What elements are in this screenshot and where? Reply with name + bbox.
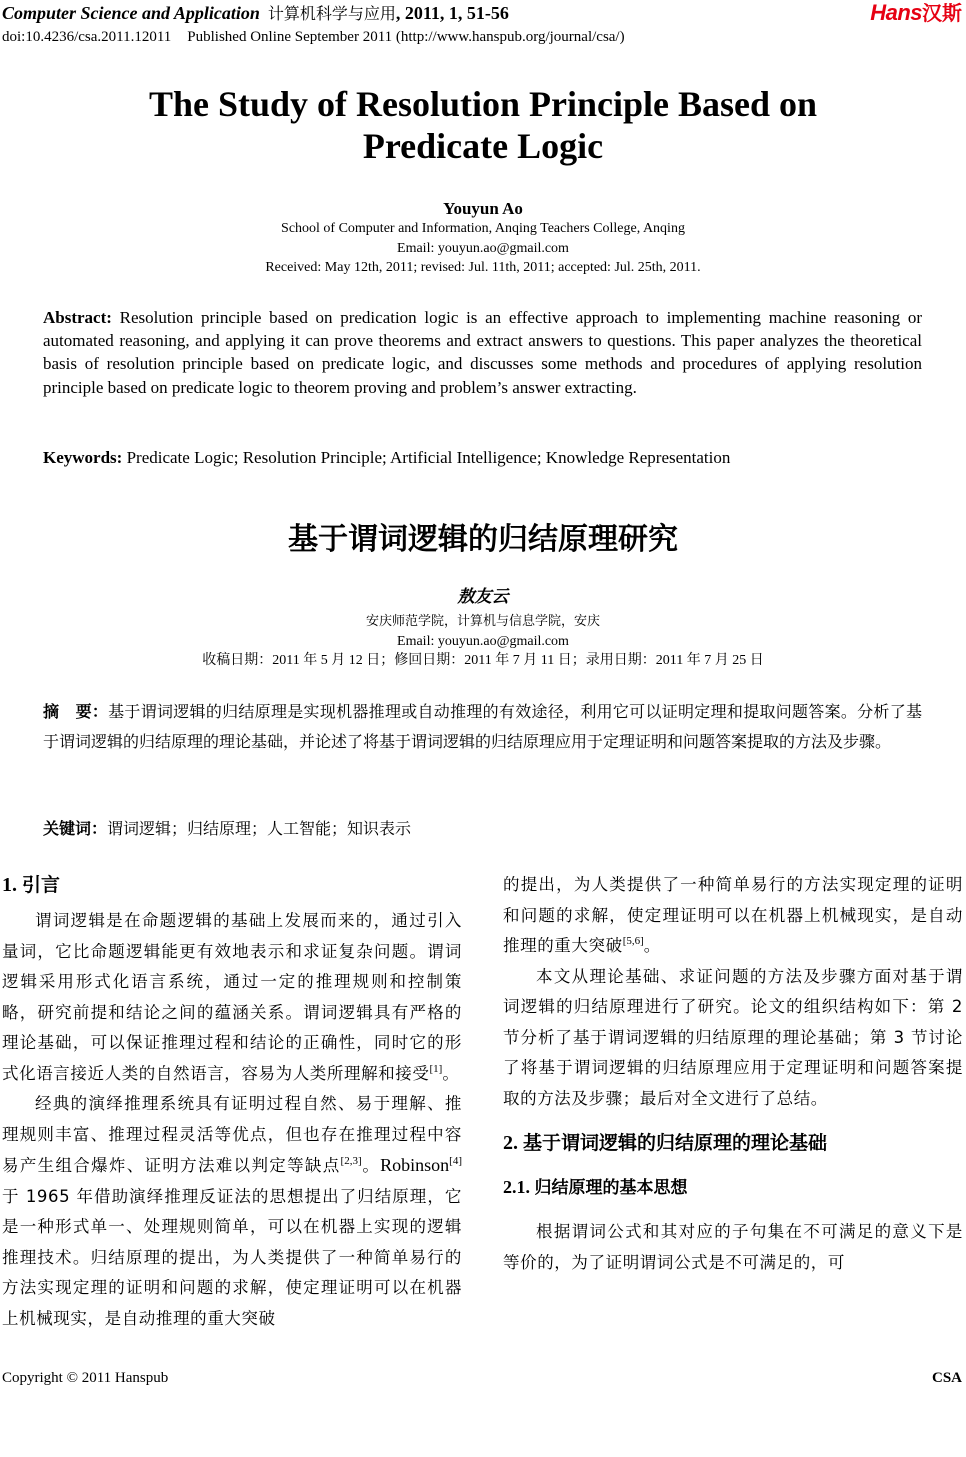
- abstract-text-cn: 基于谓词逻辑的归结原理是实现机器推理或自动推理的有效途径，利用它可以证明定理和提取问题答案。分析了基于谓词逻辑的归结原理的理论基础，并论述了将基于谓词逻辑的归结原理应用于定理证明和问题答案提取的方法及步骤。: [43, 702, 922, 751]
- abstract-text-en: Resolution principle based on predication logic is an effective approach to implementing machine reasoning or automated reasoning, and applying it can prove theorems and extract answers to questions. This paper analyzes the theoretical basis of resolution principle based on predicate logic, and discusses some methods and procedures of applying resolution principle based on predicate logic to theorem proving and problem’s answer extracting.: [43, 308, 922, 397]
- author-en: Youyun Ao: [443, 199, 523, 218]
- logo-text-cn: 汉斯: [922, 1, 962, 25]
- doi: doi:10.4236/csa.2011.12011: [2, 29, 172, 45]
- section-heading-2: [503, 1126, 963, 1160]
- abstract-label-cn: 摘 要：: [43, 702, 109, 721]
- journal-name-cn: 计算机科学与应用: [267, 4, 396, 23]
- published-online: Published Online September 2011 (http://www.hanspub.org/journal/csa/): [187, 29, 625, 45]
- paragraph-text: 谓词逻辑是在命题逻辑的基础上发展而来的，通过引入量词，它比命题逻辑能更有效地表示和求证复杂问题。谓词逻辑采用形式化语言系统，通过一定的推理规则和控制策略，研究前提和结论之间的蕴涵关系。谓词逻辑具有严格的理论基础，可以保证推理过程和结论的正确性，同时它的形式化语言接近人类的自然语言，容易为人类所理解和接受: [2, 911, 462, 1083]
- subsection-title: 归结原理的基本思想: [534, 1178, 688, 1198]
- paragraph-text: 于 1965 年借助演绎推理反证法的思想提出了归结原理，它是一种形式单一、处理规则简单，可以在机器上实现的逻辑推理技术。归结原理的提出，为人类提供了一种简单易行的方法实现定理的证明和问题的求解，使定理证明可以在机器上机械现实，是自动推理的重大突破: [2, 1186, 462, 1328]
- section-heading-1: [2, 868, 462, 902]
- abstract-label-en: Abstract:: [43, 308, 112, 327]
- paragraph-text: 。: [361, 1156, 381, 1175]
- dates-cn: 收稿日期：2011 年 5 月 12 日；修回日期：2011 年 7 月 11 日；录用日期：2011 年 7 月 25 日: [202, 653, 764, 668]
- keywords-text-en: Predicate Logic; Resolution Principle; Artificial Intelligence; Knowledge Representation: [122, 448, 731, 467]
- section-title: 引言: [22, 874, 61, 896]
- title-line-1: The Study of Resolution Principle Based on: [148, 84, 818, 124]
- title-line-2: Predicate Logic: [362, 126, 604, 166]
- paragraph-text: 。: [442, 1063, 460, 1083]
- footer-copyright: Copyright © 2011 Hanspub: [2, 1370, 169, 1386]
- paragraph-2: [2, 1089, 462, 1457]
- keywords-label-cn: 关键词：: [43, 819, 108, 838]
- keywords-en: [43, 446, 922, 469]
- citation-ref[interactable]: [2,3]: [340, 1155, 362, 1167]
- paper-title-cn: 基于谓词逻辑的归结原理研究: [288, 522, 678, 557]
- subsection-number: 2.1.: [503, 1177, 535, 1197]
- paragraph-text: 经典的演绎推理系统具有证明过程自然、易于理解、推理规则丰富、推理过程灵活等优点，但也存在推理过程中容易产生组合爆炸、证明方法难以判定等缺点: [2, 1094, 462, 1175]
- dates-en: Received: May 12th, 2011; revised: Jul. 11th, 2011; accepted: Jul. 25th, 2011.: [265, 260, 701, 275]
- footer-journal-abbr: CSA: [931, 1370, 962, 1386]
- section-number: 2.: [503, 1132, 523, 1154]
- keywords-cn: [43, 816, 922, 842]
- journal-volume: , 2011, 1, 51-56: [395, 3, 509, 23]
- subsection-heading-2-1: [503, 1172, 963, 1203]
- keywords-text-cn: 谓词逻辑；归结原理；人工智能；知识表示: [107, 819, 412, 838]
- section-title: 基于谓词逻辑的归结原理的理论基础: [523, 1132, 828, 1154]
- publisher-logo: [870, 0, 962, 26]
- affiliation-cn: 安庆师范学院，计算机与信息学院，安庆: [365, 614, 600, 629]
- email-cn: Email: youyun.ao@gmail.com: [397, 634, 569, 649]
- abstract-en: [43, 306, 922, 399]
- paragraph-3: 本文从理论基础、求证问题的方法及步骤方面对基于谓词逻辑的归结原理进行了研究。论文的组织结构如下：第 2 节分析了基于谓词逻辑的归结原理的理论基础；第 3 节讨论了将基于谓词逻辑的归结原理应用于定理证明和问题答案提取的方法及步骤；最后对全文进行了总结。: [503, 966, 963, 1108]
- keywords-label-en: Keywords:: [43, 448, 123, 467]
- body-column-right: [503, 870, 963, 1278]
- logo-text-en: Hans: [870, 0, 922, 25]
- email-en: Email: youyun.ao@gmail.com: [397, 241, 569, 256]
- author-cn: 敖友云: [457, 587, 509, 607]
- paragraph-text: 。: [643, 936, 661, 955]
- citation-ref[interactable]: [5,6]: [622, 935, 644, 947]
- doi-line: [2, 27, 625, 47]
- journal-header: [2, 2, 509, 25]
- citation-ref[interactable]: [4]: [449, 1155, 462, 1167]
- paragraph-4: 根据谓词公式和其对应的子句集在不可满足的意义下是等价的，为了证明谓词公式是不可满足的，可: [503, 1222, 963, 1272]
- abstract-cn: [43, 697, 922, 757]
- paragraph-2-continued: 的提出，为人类提供了一种简单易行的方法实现定理的证明和问题的求解，使定理证明可以在机器上机械现实，是自动推理的重大突破[5,6]。: [503, 875, 963, 955]
- citation-ref[interactable]: [1]: [429, 1062, 443, 1075]
- paragraph-1: [2, 906, 462, 1089]
- journal-name-en: Computer Science and Application: [2, 3, 260, 23]
- affiliation-en: School of Computer and Information, Anqing Teachers College, Anqing: [281, 221, 685, 236]
- paragraph-text: Robinson: [380, 1155, 450, 1175]
- section-number: 1.: [2, 874, 22, 896]
- paper-title-en: [0, 83, 966, 167]
